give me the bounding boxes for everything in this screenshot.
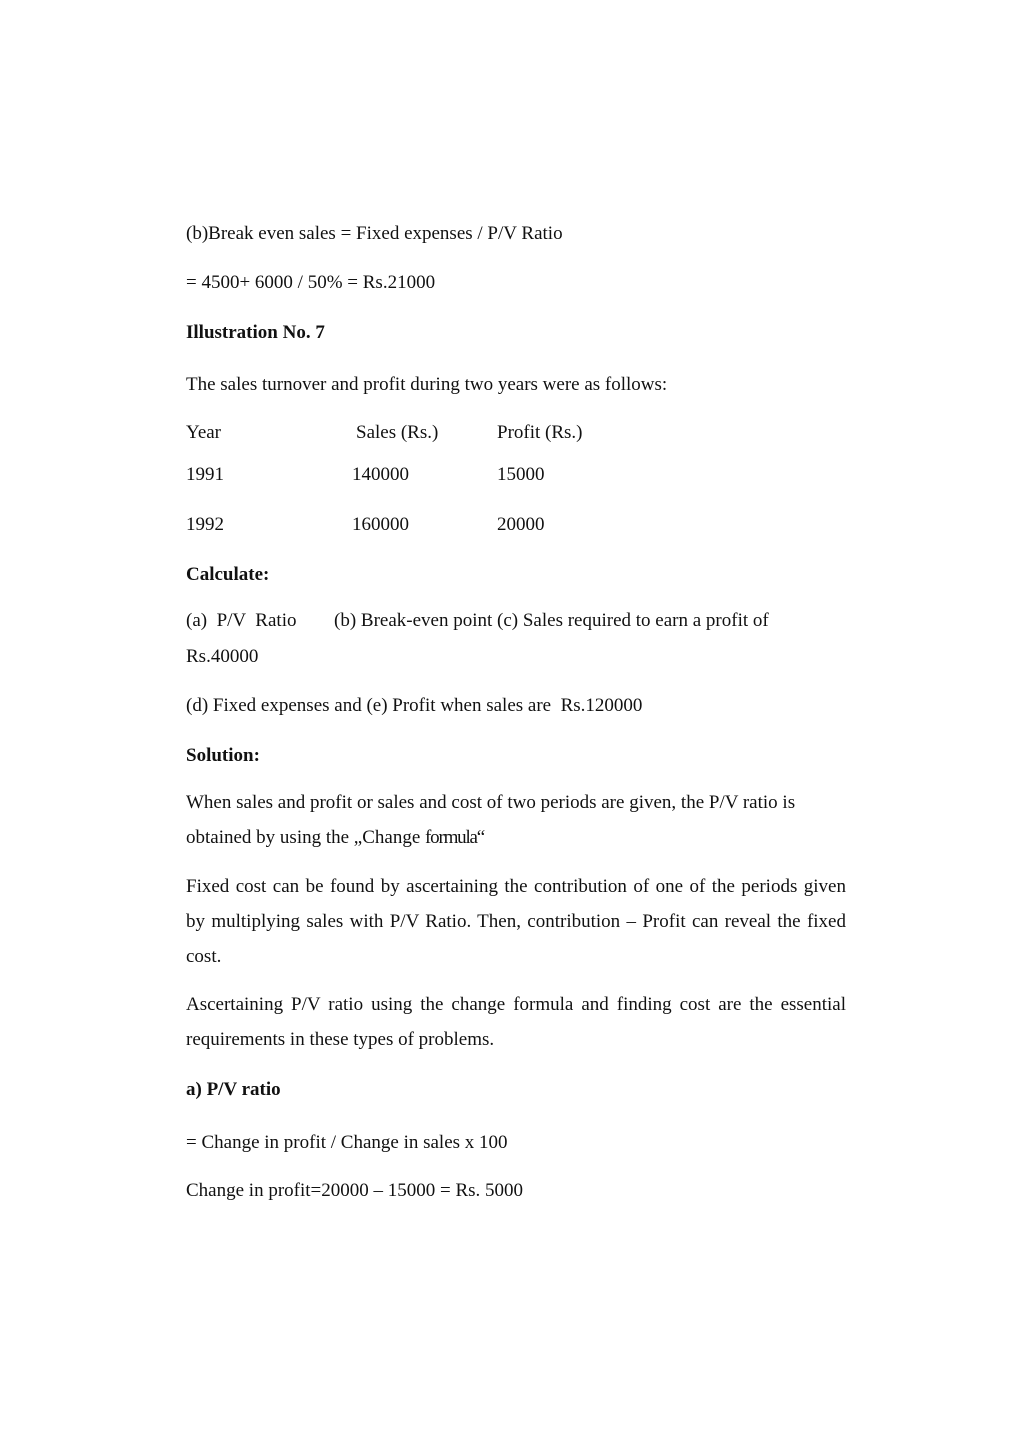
- paragraph-text: obtained by using the „Change: [186, 827, 426, 848]
- table-header-profit: Profit (Rs.): [497, 422, 583, 443]
- calc-item-a: (a) P/V Ratio: [186, 610, 297, 631]
- break-even-result-line: = 4500+ 6000 / 50% = Rs.21000: [186, 272, 436, 293]
- table-cell-year: 1991: [186, 464, 224, 485]
- calc-item-d-e: (d) Fixed expenses and (e) Profit when sales are Rs.120000: [186, 695, 643, 716]
- table-cell-year: 1992: [186, 514, 224, 535]
- calc-item-c-continued: Rs.40000: [186, 646, 259, 667]
- break-even-sales-line: (b)Break even sales = Fixed expenses / P/V Ratio: [186, 223, 563, 244]
- table-cell-sales: 140000: [352, 464, 409, 485]
- solution-heading: Solution:: [186, 745, 260, 766]
- table-cell-profit: 20000: [497, 514, 545, 535]
- calculate-heading: Calculate:: [186, 564, 270, 585]
- intro-text: The sales turnover and profit during two years were as follows:: [186, 374, 668, 395]
- pv-ratio-formula: = Change in profit / Change in sales x 100: [186, 1132, 508, 1153]
- table-cell-profit: 15000: [497, 464, 545, 485]
- change-in-profit-line: Change in profit=20000 – 15000 = Rs. 5000: [186, 1180, 524, 1201]
- solution-paragraph-1-line-2: [186, 827, 484, 849]
- table-header-year: Year: [186, 422, 222, 443]
- solution-paragraph-3: Ascertaining P/V ratio using the change formula and finding cost are the essential requirements in these types of problems.: [186, 994, 846, 1050]
- illustration-heading: Illustration No. 7: [186, 322, 325, 343]
- pv-ratio-heading: a) P/V ratio: [186, 1079, 281, 1100]
- calc-item-b-c: (b) Break-even point (c) Sales required to earn a profit of: [334, 610, 769, 631]
- solution-paragraph-1-line-1: When sales and profit or sales and cost of two periods are given, the P/V ratio is: [186, 792, 796, 813]
- table-header-sales: Sales (Rs.): [356, 422, 439, 443]
- table-cell-sales: 160000: [352, 514, 409, 535]
- condensed-text: formula“: [425, 827, 485, 848]
- solution-paragraph-2: Fixed cost can be found by ascertaining the contribution of one of the periods given by multiplying sales with P/V Ratio. Then, contribution – Profit can reveal the fixed cost.: [186, 876, 846, 967]
